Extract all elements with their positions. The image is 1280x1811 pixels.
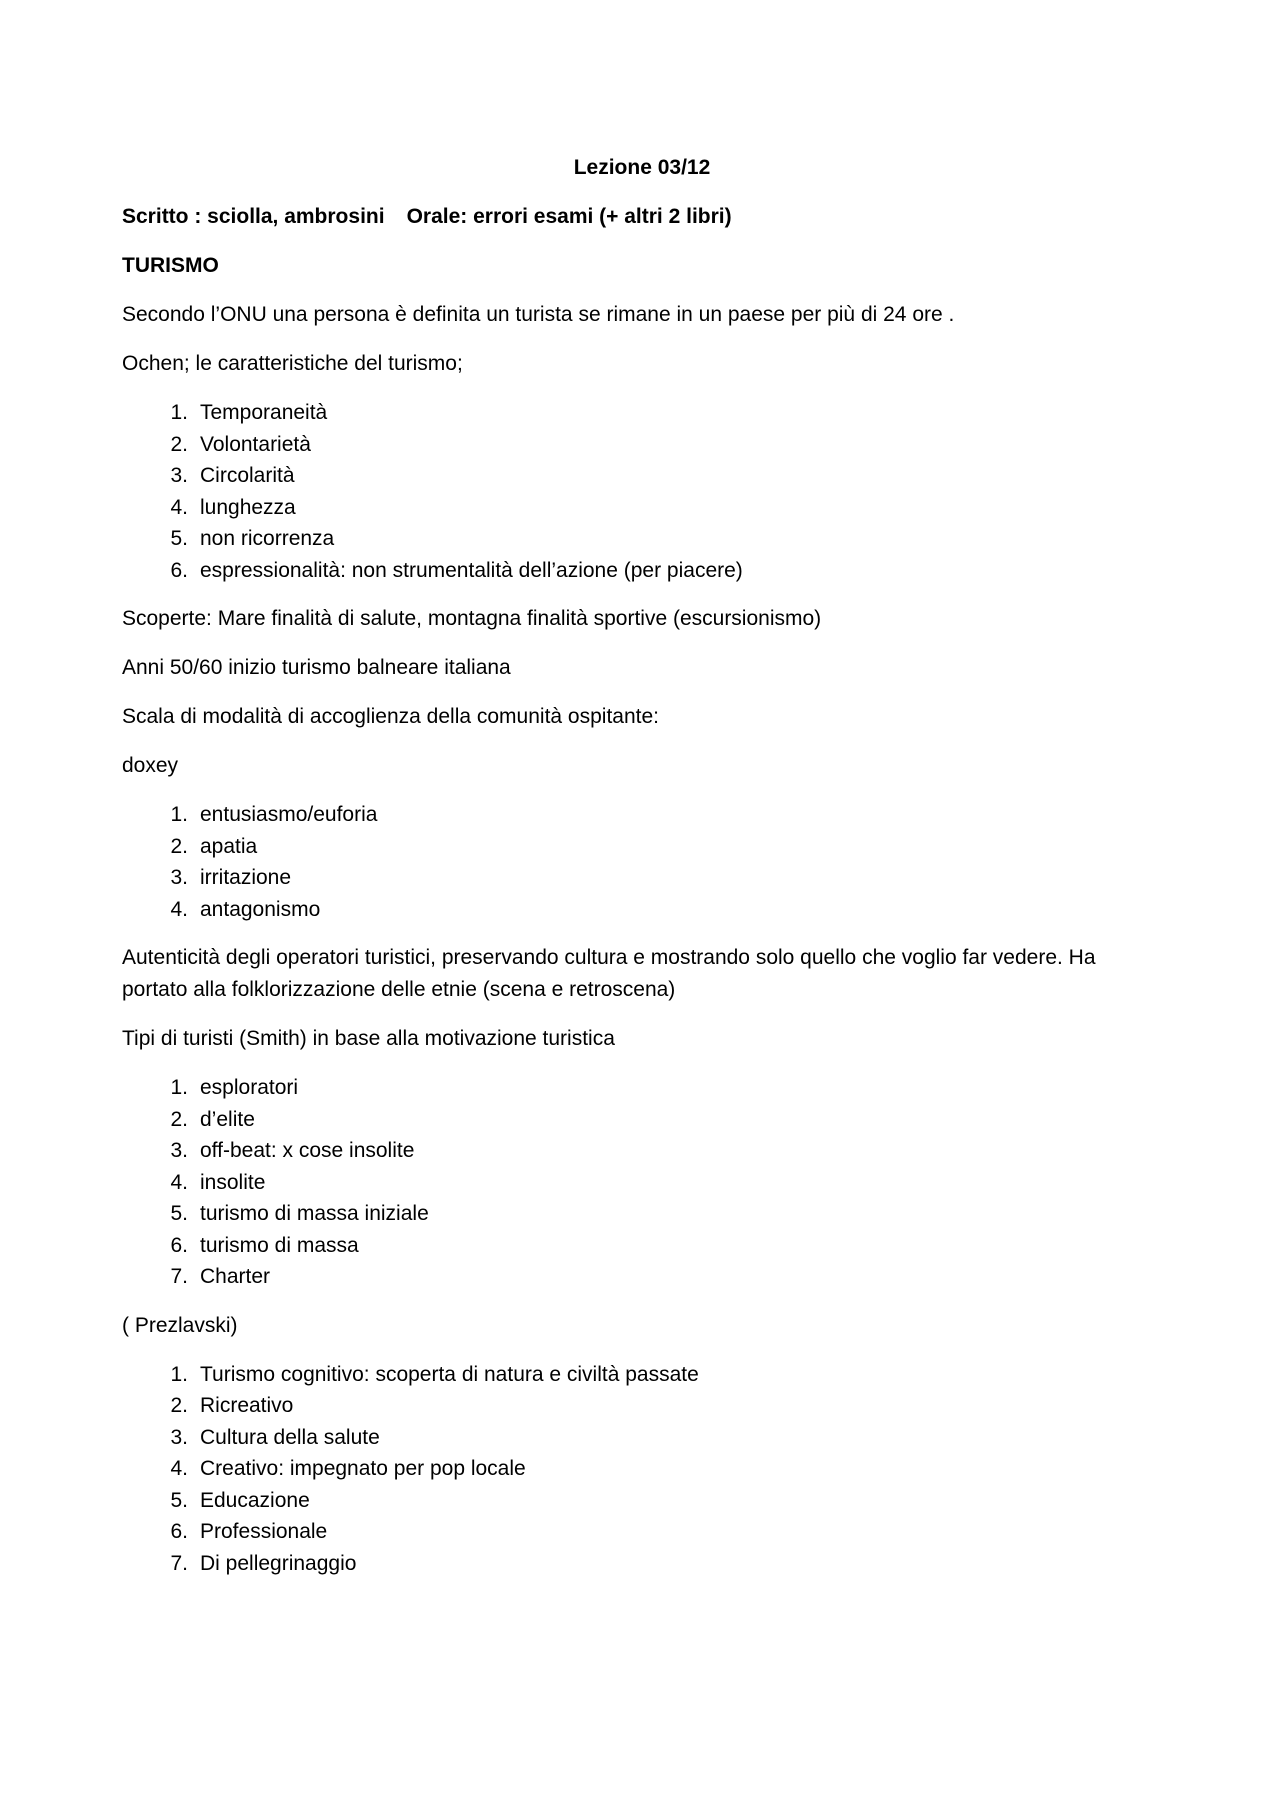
list-item: 7. Di pellegrinaggio (170, 1551, 357, 1575)
list-item: 6. Professionale (170, 1520, 328, 1543)
list-item: 7. Charter (170, 1265, 271, 1288)
list-item: 4. insolite (170, 1170, 266, 1194)
scoperte-paragraph: Scoperte: Mare finalità di salute, montagna finalità sportive (escursionismo) (122, 607, 822, 630)
autenticita-paragraph: Autenticità degli operatori turistici, preservando cultura e mostrando solo quello che voglio far vedere. Ha portato alla folklorizzazione delle etnie (scena e retroscena) (122, 946, 1096, 1001)
list-item: 5. non ricorrenza (170, 527, 335, 550)
document-page (122, 152, 1162, 1596)
prezlavski-list (122, 1359, 1162, 1580)
list-item: 3. Cultura della salute (170, 1425, 380, 1449)
ochen-intro: Ochen; le caratteristiche del turismo; (122, 352, 463, 375)
scala-paragraph: Scala di modalità di accoglienza della comunità ospitante: (122, 705, 659, 728)
oral-exam-text: Orale: errori esami (+ altri 2 libri) (406, 205, 732, 228)
list-item: 2. apatia (170, 834, 258, 858)
anni-paragraph: Anni 50/60 inizio turismo balneare italiana (122, 656, 511, 679)
smith-intro: Tipi di turisti (Smith) in base alla motivazione turistica (122, 1027, 615, 1050)
list-item: 1. entusiasmo/euforia (170, 803, 378, 826)
list-item: 1. Turismo cognitivo: scoperta di natura e civiltà passate (170, 1362, 699, 1386)
written-exam-text: Scritto : sciolla, ambrosini (122, 205, 385, 228)
list-item: 3. irritazione (170, 866, 292, 889)
list-item: 6. turismo di massa (170, 1233, 359, 1257)
list-item: 6. espressionalità: non strumentalità dell’azione (per piacere) (170, 558, 743, 582)
list-item: 3. off-beat: x cose insolite (170, 1139, 415, 1162)
list-item: 3. Circolarità (170, 464, 295, 487)
list-item: 5. turismo di massa iniziale (170, 1202, 429, 1225)
doxey-list (122, 799, 1162, 925)
onu-definition: Secondo l’ONU una persona è definita un turista se rimane in un paese per più di 24 ore . (122, 303, 955, 326)
ochen-list (122, 397, 1162, 586)
list-item: 4. antagonismo (170, 897, 321, 921)
list-item: 1. esploratori (170, 1076, 299, 1099)
exam-line (122, 201, 1162, 233)
list-item: 5. Educazione (170, 1488, 310, 1512)
section-heading: TURISMO (122, 254, 219, 277)
list-item: 2. Volontarietà (170, 432, 311, 456)
doxey-label: doxey (122, 754, 179, 777)
list-item: 4. Creativo: impegnato per pop locale (170, 1457, 526, 1480)
list-item: 1. Temporaneità (170, 401, 328, 424)
lesson-title: Lezione 03/12 (573, 156, 711, 179)
list-item: 2. Ricreativo (170, 1394, 294, 1417)
smith-list (122, 1072, 1162, 1293)
prezlavski-label: ( Prezlavski) (122, 1313, 238, 1337)
list-item: 2. d’elite (170, 1107, 255, 1131)
list-item: 4. lunghezza (170, 495, 296, 519)
